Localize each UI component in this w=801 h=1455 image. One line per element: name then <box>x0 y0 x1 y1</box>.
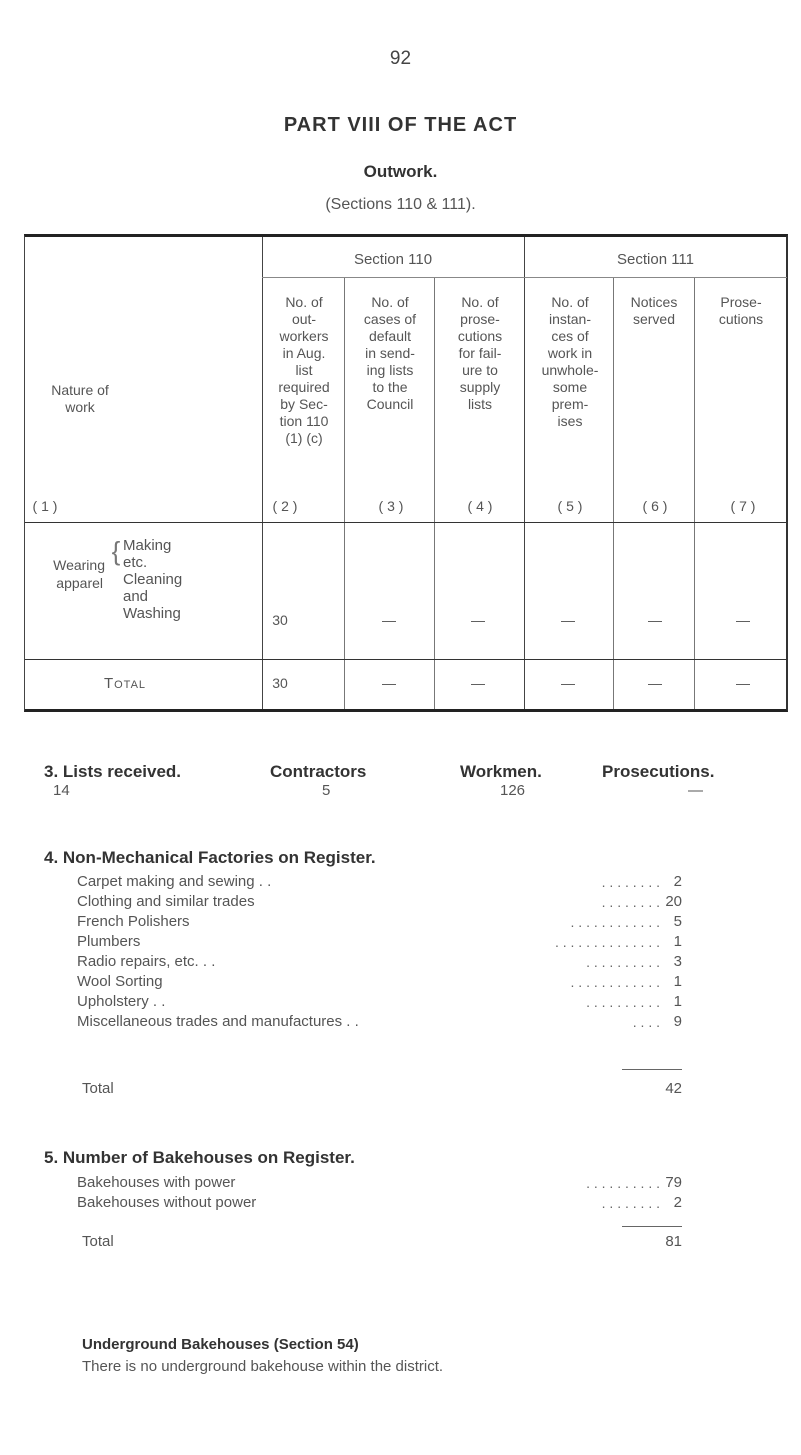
col-header-line: default <box>368 328 412 344</box>
divider <box>622 1226 682 1227</box>
total-label: Total <box>103 675 147 692</box>
list-item-value: 20 <box>665 893 682 910</box>
col-header-default-cases <box>347 294 433 413</box>
col-number: ( 7 ) <box>730 498 756 514</box>
list-item-value: 1 <box>673 993 682 1010</box>
leader-dots: . . . . . . . . <box>601 874 660 890</box>
subcategory-line: Cleaning <box>123 571 183 588</box>
lists-value: 5 <box>322 782 331 799</box>
list-item-value: 5 <box>673 913 682 930</box>
table-cell: — <box>561 675 575 691</box>
col-header-unwholesome-premises <box>527 294 613 430</box>
col-header-line: work in <box>547 345 593 361</box>
list-item-value: 2 <box>673 873 682 890</box>
divider <box>613 277 614 709</box>
col-header-line: ing lists <box>366 362 414 378</box>
list-item-value: 1 <box>673 933 682 950</box>
lists-heading: 3. Lists received. <box>44 762 182 781</box>
list-item-label: Radio repairs, etc. . . <box>77 953 216 970</box>
col-header-line: in send- <box>365 345 415 361</box>
list-item-value: 79 <box>665 1174 682 1191</box>
col-header-line: (1) (c) <box>285 430 323 446</box>
bakehouses-total-value: 81 <box>665 1233 682 1250</box>
group-header-section-110: Section 110 <box>353 251 433 268</box>
lists-value: 126 <box>500 782 526 799</box>
sections-note: (Sections 110 & 111). <box>325 196 476 213</box>
col-header-line: cutions <box>457 328 503 344</box>
col-header-line: tion 110 <box>279 413 329 429</box>
table-cell: — <box>382 612 396 628</box>
lists-value: 14 <box>53 782 70 799</box>
col-header-line: list <box>295 362 313 378</box>
lists-header-prosecutions: Prosecutions. <box>602 762 715 781</box>
table-cell: — <box>561 612 575 628</box>
outwork-table <box>24 234 788 712</box>
factories-total-value: 42 <box>665 1080 682 1097</box>
leader-dots: . . . . . . . . . . . . . . <box>554 934 660 950</box>
list-item-label: Miscellaneous trades and manufactures . . <box>77 1013 359 1030</box>
col-header-line: prose- <box>460 311 500 327</box>
list-item-value: 3 <box>673 953 682 970</box>
col-header-line: cases of <box>363 311 417 327</box>
lists-header-workmen: Workmen. <box>460 762 542 781</box>
col-header-line: supply <box>459 379 501 395</box>
col-header-line: Council <box>366 396 414 412</box>
col-number: ( 2 ) <box>272 498 298 514</box>
list-item-value: 2 <box>673 1194 682 1211</box>
page-number: 92 <box>389 48 412 69</box>
table-cell: 30 <box>272 612 288 628</box>
underground-text: There is no underground bakehouse within the district. <box>82 1358 444 1375</box>
list-item-value: 9 <box>673 1013 682 1030</box>
divider <box>344 277 345 709</box>
col-header-line: Notices <box>630 294 678 310</box>
part-title: PART VIII OF THE ACT <box>283 114 518 136</box>
subcategory-line: Washing <box>123 605 181 622</box>
col-header-line: served <box>632 311 676 327</box>
table-cell: — <box>471 675 485 691</box>
section-subtitle: Outwork. <box>363 162 438 181</box>
col-header-line: in Aug. <box>282 345 326 361</box>
list-item-value: 1 <box>673 973 682 990</box>
list-item-label: Carpet making and sewing . . <box>77 873 272 890</box>
col-header-line: to the <box>372 379 408 395</box>
col-number: ( 1 ) <box>32 498 58 514</box>
table-cell: 30 <box>272 675 288 691</box>
col-header-line: unwhole- <box>541 362 599 378</box>
underground-heading: Underground Bakehouses (Section 54) <box>82 1336 359 1353</box>
leader-dots: . . . . . . . . . . . . <box>570 974 660 990</box>
brace-icon: { <box>111 536 121 566</box>
col-header-line: out- <box>291 311 317 327</box>
col-header-line: prem- <box>551 396 589 412</box>
factories-total-label: Total <box>82 1080 114 1097</box>
list-item-label: Bakehouses without power <box>77 1194 257 1211</box>
table-cell: — <box>648 675 662 691</box>
leader-dots: . . . . <box>632 1014 660 1030</box>
col-header-line: Prose- <box>720 294 762 310</box>
divider <box>262 237 263 709</box>
bakehouses-heading: 5. Number of Bakehouses on Register. <box>44 1148 355 1167</box>
col-number: ( 5 ) <box>557 498 583 514</box>
col-header-line: ces of <box>551 328 589 344</box>
col-header-prosecutions <box>696 294 786 328</box>
table-cell: — <box>471 612 485 628</box>
divider <box>434 277 435 709</box>
list-item-label: French Polishers <box>77 913 190 930</box>
col-header-line: No. of <box>285 294 323 310</box>
leader-dots: . . . . . . . . . . . . <box>570 914 660 930</box>
col-header-line: ises <box>557 413 583 429</box>
col-header-line: No. of <box>371 294 409 310</box>
col-number: ( 3 ) <box>378 498 404 514</box>
table-cell: — <box>382 675 396 691</box>
factories-heading: 4. Non-Mechanical Factories on Register. <box>44 848 376 867</box>
divider <box>694 277 695 709</box>
list-item-label: Plumbers <box>77 933 141 950</box>
leader-dots: . . . . . . . . <box>601 894 660 910</box>
col-header-line: ure to <box>462 362 498 378</box>
divider <box>25 659 787 660</box>
col-header-nature-of-work: Nature of work <box>51 382 109 415</box>
leader-dots: . . . . . . . . . . <box>586 1175 660 1191</box>
col-header-line: some <box>552 379 588 395</box>
lists-header-contractors: Contractors <box>270 762 367 781</box>
list-item-label: Clothing and similar trades <box>77 893 255 910</box>
divider <box>622 1069 682 1070</box>
col-header-line: workers <box>279 328 329 344</box>
col-number: ( 4 ) <box>467 498 493 514</box>
col-header-line: required <box>278 379 330 395</box>
bakehouses-total-label: Total <box>82 1233 114 1250</box>
col-header-line: No. of <box>551 294 589 310</box>
col-header-line: lists <box>467 396 493 412</box>
col-header-line: by Sec- <box>280 396 328 412</box>
col-header-line: instan- <box>548 311 592 327</box>
list-item-label: Upholstery . . <box>77 993 166 1010</box>
col-header-line: cutions <box>718 311 764 327</box>
list-item-label: Wool Sorting <box>77 973 163 990</box>
table-cell: — <box>736 612 750 628</box>
col-header-line: for fail- <box>458 345 502 361</box>
row-category: Wearing <box>53 557 105 573</box>
leader-dots: . . . . . . . . . . <box>586 994 660 1010</box>
table-cell: — <box>648 612 662 628</box>
leader-dots: . . . . . . . . <box>601 1195 660 1211</box>
table-cell: — <box>736 675 750 691</box>
col-header-outworkers <box>265 294 343 447</box>
divider <box>25 522 787 523</box>
col-number: ( 6 ) <box>642 498 668 514</box>
subcategory-line: and <box>123 588 149 605</box>
row-subcategory <box>123 537 223 622</box>
subcategory-line: Making <box>123 537 172 554</box>
lists-value: — <box>688 782 703 799</box>
list-item-label: Bakehouses with power <box>77 1174 236 1191</box>
col-header-prosecutions-failure <box>436 294 524 413</box>
leader-dots: . . . . . . . . . . <box>586 954 660 970</box>
row-category: apparel <box>56 575 103 591</box>
col-header-notices-served <box>615 294 693 328</box>
divider <box>524 237 525 709</box>
col-header-line: No. of <box>461 294 499 310</box>
divider <box>262 277 787 278</box>
subcategory-line: etc. <box>123 554 148 571</box>
group-header-section-111: Section 111 <box>617 251 694 268</box>
